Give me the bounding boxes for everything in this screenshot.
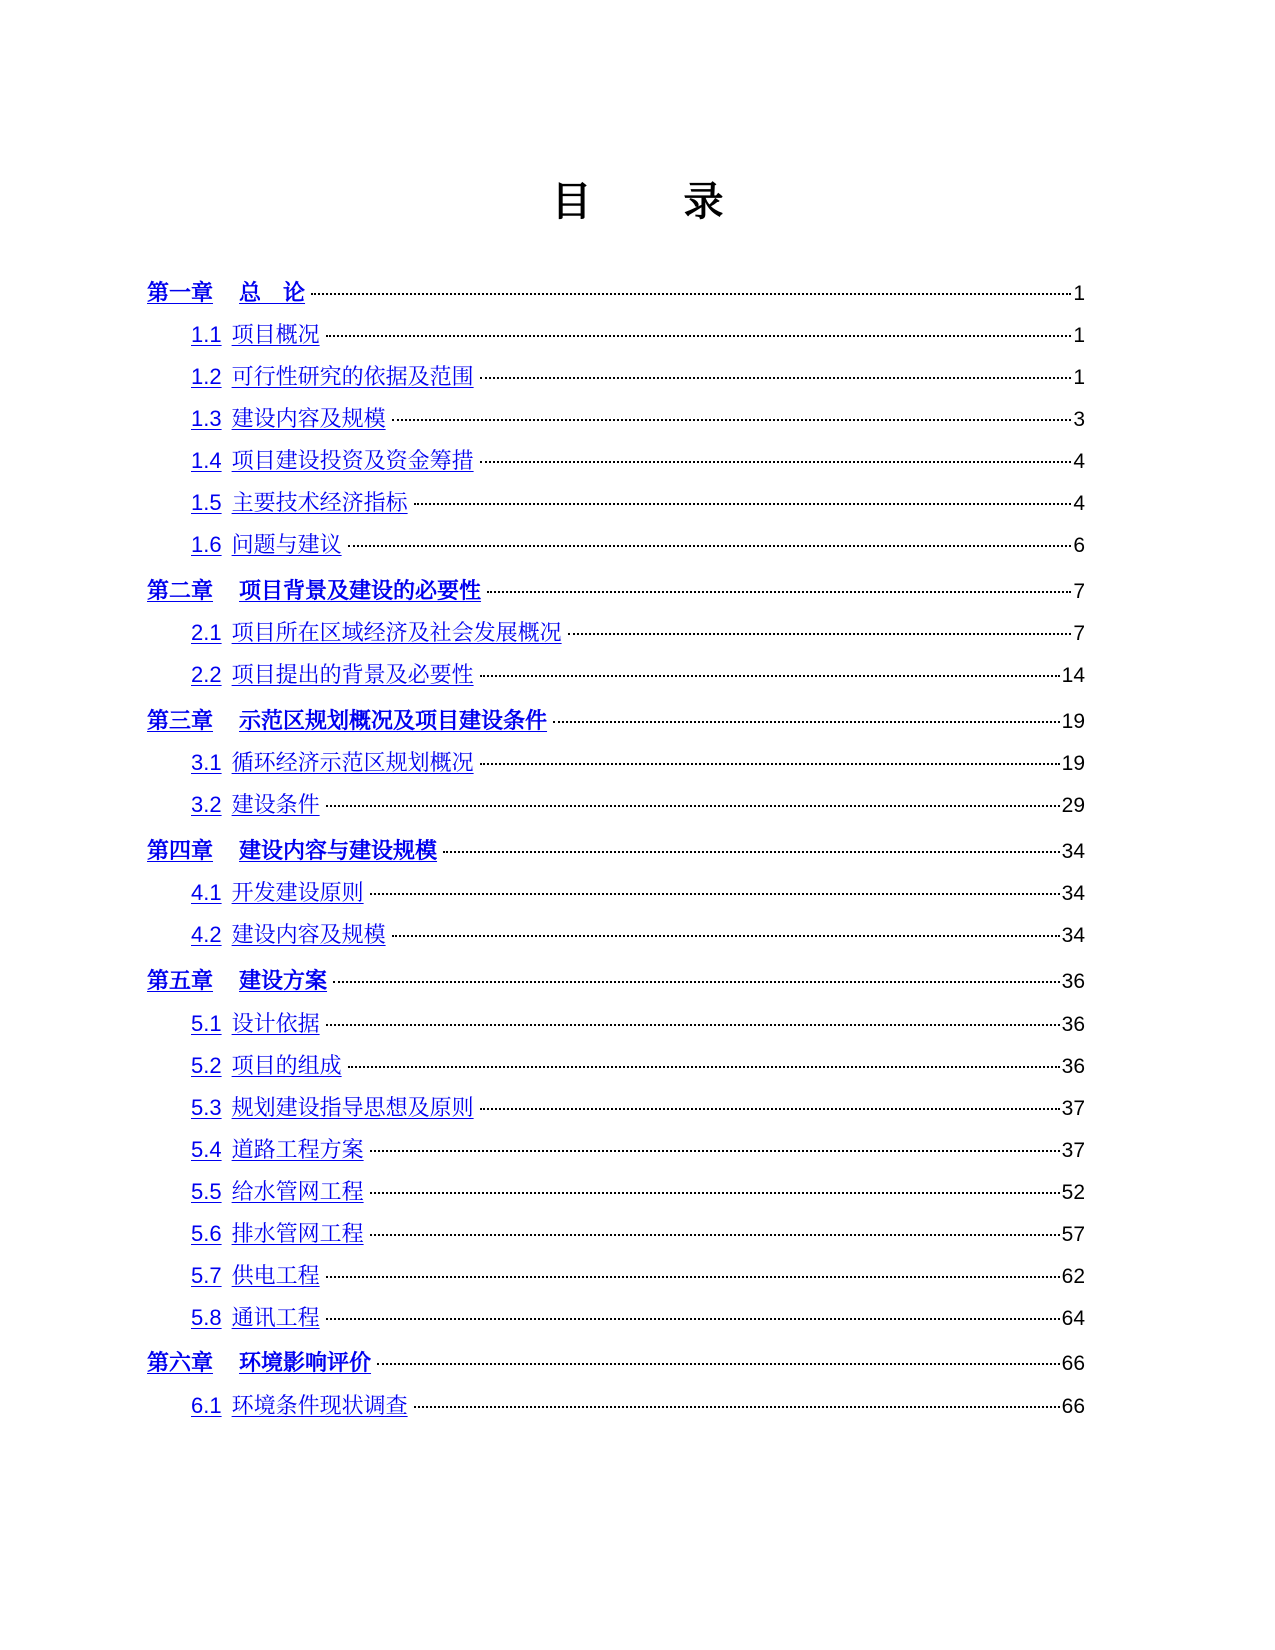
toc-section-5-3[interactable] [191,1091,1085,1125]
toc-number: 5.4 [191,1137,222,1162]
toc-link[interactable] [147,574,481,608]
toc-section-3-2[interactable] [191,788,1085,822]
toc-link[interactable] [191,1091,474,1126]
toc-link[interactable] [191,360,474,395]
toc-chapter-2[interactable] [147,574,1085,608]
toc-link[interactable] [147,276,305,310]
toc-section-1-6[interactable] [191,528,1085,562]
toc-section-1-3[interactable] [191,402,1085,436]
toc-number: 5.2 [191,1053,222,1078]
toc-link[interactable] [147,964,327,998]
toc-link[interactable] [191,788,320,823]
toc-number: 1.3 [191,406,222,431]
toc-section-6-1[interactable] [191,1389,1085,1423]
toc-page-number: 66 [1061,1395,1085,1418]
dot-leader [370,1192,1060,1194]
toc-page-number: 19 [1061,752,1085,775]
toc-section-5-5[interactable] [191,1175,1085,1209]
toc-number: 第四章 [147,838,214,864]
toc-text: 可行性研究的依据及范围 [231,365,474,390]
toc-text: 建设方案 [239,968,328,994]
dot-leader [414,1406,1060,1408]
toc-link[interactable] [191,402,386,437]
toc-section-5-8[interactable] [191,1301,1085,1335]
toc-text: 开发建设原则 [231,881,364,906]
toc-number: 5.3 [191,1095,222,1120]
toc-page-number: 7 [1073,622,1085,645]
toc-link[interactable] [191,616,562,651]
dot-leader [443,851,1060,853]
dot-leader [326,1276,1060,1278]
toc-page-number: 36 [1061,1013,1085,1036]
toc-page-number: 3 [1073,408,1085,431]
toc-page-number: 36 [1061,1055,1085,1078]
toc-section-5-4[interactable] [191,1133,1085,1167]
toc-section-1-5[interactable] [191,486,1085,520]
toc-number: 第六章 [147,1350,214,1376]
toc-link[interactable] [191,1301,320,1336]
toc-section-5-1[interactable] [191,1007,1085,1041]
toc-number: 1.2 [191,364,222,389]
toc-number: 2.2 [191,662,222,687]
toc-page-number: 1 [1073,282,1085,305]
toc-page-number: 6 [1073,534,1085,557]
toc-number: 5.8 [191,1305,222,1330]
toc-section-1-4[interactable] [191,444,1085,478]
dot-leader [392,419,1072,421]
toc-text: 项目所在区域经济及社会发展概况 [231,621,562,646]
toc-text: 给水管网工程 [231,1180,364,1205]
toc-page-number: 34 [1061,924,1085,947]
dot-leader [311,293,1071,295]
toc-text: 项目的组成 [231,1054,342,1079]
toc-section-5-6[interactable] [191,1217,1085,1251]
toc-page-number: 4 [1073,492,1085,515]
toc-text: 供电工程 [231,1264,320,1289]
toc-text: 建设内容与建设规模 [239,838,438,864]
title-char-2: 录 [683,179,724,225]
toc-section-4-2[interactable] [191,918,1085,952]
dot-leader [326,805,1060,807]
toc-page-number: 64 [1061,1307,1085,1330]
dot-leader [377,1363,1060,1365]
page-title [0,170,1275,227]
toc-page-number: 36 [1061,970,1085,993]
toc-number: 3.2 [191,792,222,817]
toc-link[interactable] [191,1389,408,1424]
toc-text: 设计依据 [231,1012,320,1037]
toc-number: 2.1 [191,620,222,645]
toc-page-number: 14 [1061,664,1085,687]
dot-leader [568,633,1072,635]
toc-page-number: 1 [1073,324,1085,347]
toc-number: 5.1 [191,1011,222,1036]
toc-link[interactable] [147,1346,371,1380]
toc-number: 5.6 [191,1221,222,1246]
dot-leader [487,591,1071,593]
toc-section-3-1[interactable] [191,746,1085,780]
toc-link[interactable] [191,1133,364,1168]
dot-leader [348,1066,1060,1068]
dot-leader [480,377,1072,379]
toc-text: 环境条件现状调查 [231,1394,408,1419]
toc-number: 5.5 [191,1179,222,1204]
toc-number: 1.6 [191,532,222,557]
toc-page-number: 52 [1061,1181,1085,1204]
toc-chapter-6[interactable] [147,1346,1085,1380]
toc-number: 第二章 [147,578,214,604]
dot-leader [370,1234,1060,1236]
toc-page-number: 62 [1061,1265,1085,1288]
toc-link[interactable] [191,1007,320,1042]
toc-number: 第三章 [147,708,214,734]
toc-link[interactable] [191,444,474,479]
toc-number: 4.1 [191,880,222,905]
dot-leader [480,461,1072,463]
toc-link[interactable] [191,1049,342,1084]
toc-page-number: 57 [1061,1223,1085,1246]
toc-page-number: 37 [1061,1097,1085,1120]
toc-link[interactable] [191,746,474,781]
dot-leader [480,763,1060,765]
toc-text: 通讯工程 [231,1306,320,1331]
toc-page-number: 19 [1061,710,1085,733]
toc-number: 5.7 [191,1263,222,1288]
toc-link[interactable] [191,318,320,353]
toc-chapter-1[interactable] [147,276,1085,310]
toc-link[interactable] [191,1217,364,1252]
toc-link[interactable] [191,486,408,521]
dot-leader [370,893,1060,895]
toc-text: 主要技术经济指标 [231,491,408,516]
toc-text: 项目概况 [231,323,320,348]
toc-page-number: 4 [1073,450,1085,473]
toc-chapter-3[interactable] [147,704,1085,738]
toc-text: 项目背景及建设的必要性 [239,578,482,604]
toc-link[interactable] [147,834,437,868]
dot-leader [480,675,1060,677]
dot-leader [348,545,1072,547]
toc-text: 项目提出的背景及必要性 [231,663,474,688]
toc-link[interactable] [191,528,342,563]
dot-leader [553,721,1060,723]
toc-text: 规划建设指导思想及原则 [231,1096,474,1121]
toc-page-number: 34 [1061,882,1085,905]
toc-link[interactable] [191,658,474,693]
toc-section-5-7[interactable] [191,1259,1085,1293]
toc-link[interactable] [191,918,386,953]
dot-leader [326,1318,1060,1320]
toc-text: 道路工程方案 [231,1138,364,1163]
toc-number: 第五章 [147,968,214,994]
dot-leader [333,981,1060,983]
toc-page-number: 1 [1073,366,1085,389]
toc-page-number: 37 [1061,1139,1085,1162]
toc-section-5-2[interactable] [191,1049,1085,1083]
toc-section-2-1[interactable] [191,616,1085,650]
toc-link[interactable] [147,704,547,738]
toc-text: 建设内容及规模 [231,407,386,432]
toc-page-number: 7 [1073,580,1085,603]
dot-leader [370,1150,1060,1152]
toc-section-4-1[interactable] [191,876,1085,910]
toc-text: 问题与建议 [231,533,342,558]
toc-section-1-2[interactable] [191,360,1085,394]
dot-leader [326,335,1072,337]
toc-number: 1.1 [191,322,222,347]
toc-text: 项目建设投资及资金筹措 [231,449,474,474]
toc-number: 4.2 [191,922,222,947]
dot-leader [392,935,1060,937]
toc-text: 排水管网工程 [231,1222,364,1247]
toc-link[interactable] [191,876,364,911]
dot-leader [480,1108,1060,1110]
toc-section-2-2[interactable] [191,658,1085,692]
toc-page-number: 29 [1061,794,1085,817]
toc-text: 建设内容及规模 [231,923,386,948]
toc-number: 1.5 [191,490,222,515]
toc-page-number: 34 [1061,840,1085,863]
toc-text: 总 论 [239,280,306,306]
dot-leader [414,503,1072,505]
toc-link[interactable] [191,1259,320,1294]
toc-page-number: 66 [1061,1352,1085,1375]
title-char-1: 目 [551,179,592,225]
toc-number: 1.4 [191,448,222,473]
toc-link[interactable] [191,1175,364,1210]
toc-section-1-1[interactable] [191,318,1085,352]
toc-text: 循环经济示范区规划概况 [231,751,474,776]
toc-chapter-5[interactable] [147,964,1085,998]
toc-number: 3.1 [191,750,222,775]
dot-leader [326,1024,1060,1026]
toc-text: 环境影响评价 [239,1350,372,1376]
toc-text: 建设条件 [231,793,320,818]
toc-number: 第一章 [147,280,214,306]
toc-chapter-4[interactable] [147,834,1085,868]
toc-text: 示范区规划概况及项目建设条件 [239,708,548,734]
toc-number: 6.1 [191,1393,222,1418]
